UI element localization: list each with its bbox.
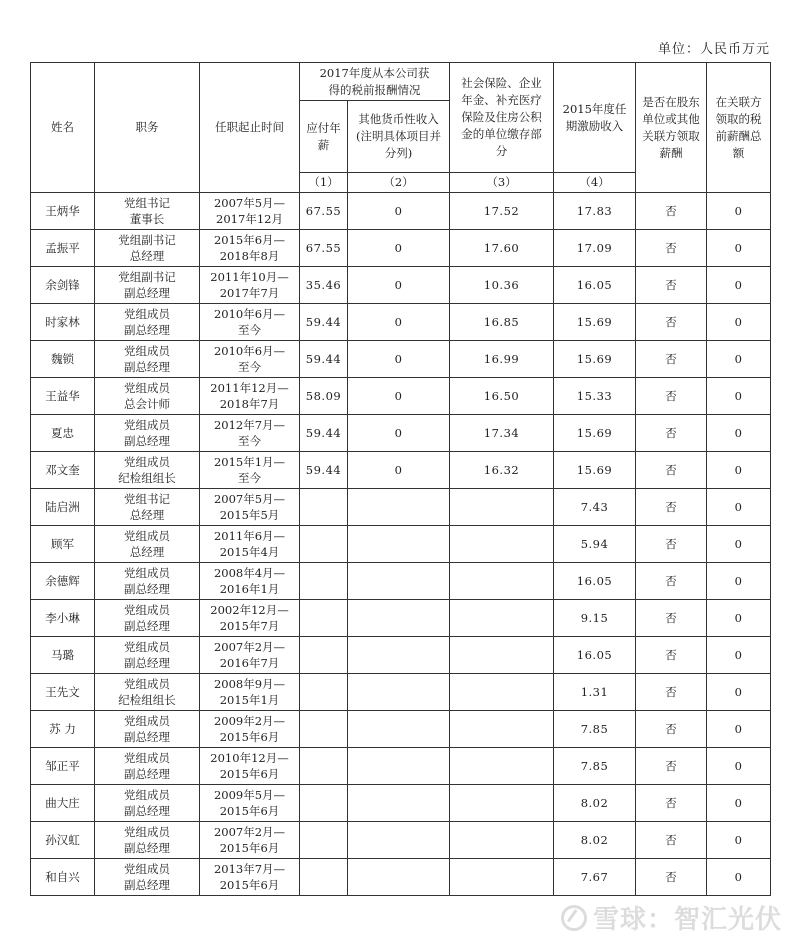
cell-term-line1: 2012年7月— bbox=[213, 418, 286, 432]
table-row bbox=[31, 415, 771, 452]
cell-term bbox=[200, 563, 300, 600]
cell-incentive: 17.83 bbox=[554, 193, 636, 230]
cell-other-cash: 0 bbox=[348, 341, 450, 378]
cell-related-total: 0 bbox=[707, 600, 771, 637]
cell-position bbox=[95, 674, 200, 711]
cell-position-line2: 总会计师 bbox=[124, 397, 170, 411]
table-row bbox=[31, 267, 771, 304]
cell-position-line1: 党组成员 bbox=[124, 529, 170, 543]
cell-term bbox=[200, 267, 300, 304]
cell-term bbox=[200, 785, 300, 822]
cell-related-total: 0 bbox=[707, 304, 771, 341]
cell-social-insurance bbox=[450, 600, 554, 637]
cell-other-cash bbox=[348, 489, 450, 526]
cell-paid-by-related: 否 bbox=[636, 452, 707, 489]
header-index-1: （1） bbox=[300, 173, 348, 193]
cell-position-line1: 党组书记 bbox=[124, 196, 170, 210]
cell-position bbox=[95, 230, 200, 267]
cell-position bbox=[95, 859, 200, 896]
cell-salary bbox=[300, 674, 348, 711]
cell-term-line1: 2008年9月— bbox=[213, 677, 286, 691]
cell-position-line2: 副总经理 bbox=[124, 619, 170, 633]
cell-other-cash bbox=[348, 526, 450, 563]
cell-term-line1: 2002年12月— bbox=[210, 603, 289, 617]
cell-position-line1: 党组成员 bbox=[124, 677, 170, 691]
header-incentive-2015: 2015年度任期激励收入 bbox=[554, 63, 636, 173]
cell-incentive: 15.69 bbox=[554, 304, 636, 341]
cell-paid-by-related: 否 bbox=[636, 267, 707, 304]
cell-salary bbox=[300, 748, 348, 785]
table-row bbox=[31, 600, 771, 637]
cell-related-total: 0 bbox=[707, 415, 771, 452]
cell-term-line2: 2018年7月 bbox=[219, 397, 280, 411]
cell-name: 李小琳 bbox=[31, 600, 95, 637]
table-row bbox=[31, 711, 771, 748]
cell-related-total: 0 bbox=[707, 267, 771, 304]
cell-position-line1: 党组成员 bbox=[124, 418, 170, 432]
cell-other-cash bbox=[348, 859, 450, 896]
cell-related-total: 0 bbox=[707, 785, 771, 822]
cell-related-total: 0 bbox=[707, 378, 771, 415]
cell-position-line2: 董事长 bbox=[129, 212, 165, 226]
cell-paid-by-related: 否 bbox=[636, 489, 707, 526]
cell-name: 孟振平 bbox=[31, 230, 95, 267]
cell-term-line2: 2015年5月 bbox=[219, 508, 280, 522]
cell-social-insurance bbox=[450, 526, 554, 563]
cell-position bbox=[95, 637, 200, 674]
cell-related-total: 0 bbox=[707, 748, 771, 785]
cell-position bbox=[95, 563, 200, 600]
cell-name: 和自兴 bbox=[31, 859, 95, 896]
cell-social-insurance bbox=[450, 859, 554, 896]
cell-paid-by-related: 否 bbox=[636, 341, 707, 378]
cell-position bbox=[95, 822, 200, 859]
cell-incentive: 16.05 bbox=[554, 267, 636, 304]
cell-term bbox=[200, 452, 300, 489]
header-index-4: （4） bbox=[554, 173, 636, 193]
cell-position bbox=[95, 600, 200, 637]
cell-salary bbox=[300, 822, 348, 859]
cell-incentive: 7.85 bbox=[554, 748, 636, 785]
cell-position bbox=[95, 785, 200, 822]
cell-social-insurance: 17.60 bbox=[450, 230, 554, 267]
cell-term-line2: 2015年6月 bbox=[219, 841, 280, 855]
xueqiu-logo-icon bbox=[561, 905, 587, 931]
cell-position-line2: 总经理 bbox=[129, 508, 165, 522]
cell-other-cash bbox=[348, 785, 450, 822]
cell-related-total: 0 bbox=[707, 489, 771, 526]
cell-salary: 59.44 bbox=[300, 415, 348, 452]
header-index-2: （2） bbox=[348, 173, 450, 193]
cell-position-line2: 总经理 bbox=[129, 545, 165, 559]
cell-position-line1: 党组成员 bbox=[124, 714, 170, 728]
cell-paid-by-related: 否 bbox=[636, 785, 707, 822]
cell-salary bbox=[300, 563, 348, 600]
cell-name: 余剑锋 bbox=[31, 267, 95, 304]
cell-related-total: 0 bbox=[707, 859, 771, 896]
cell-incentive: 9.15 bbox=[554, 600, 636, 637]
cell-position bbox=[95, 267, 200, 304]
table-row bbox=[31, 489, 771, 526]
cell-term-line2: 2017年12月 bbox=[216, 212, 283, 226]
header-social-insurance: 社会保险、企业年金、补充医疗保险及住房公积金的单位缴存部分 bbox=[450, 63, 554, 173]
cell-position-line2: 副总经理 bbox=[124, 878, 170, 892]
cell-incentive: 15.69 bbox=[554, 341, 636, 378]
cell-salary bbox=[300, 526, 348, 563]
cell-term bbox=[200, 304, 300, 341]
cell-salary: 67.55 bbox=[300, 230, 348, 267]
cell-social-insurance: 10.36 bbox=[450, 267, 554, 304]
cell-other-cash: 0 bbox=[348, 267, 450, 304]
cell-position-line2: 副总经理 bbox=[124, 360, 170, 374]
cell-term-line1: 2015年6月— bbox=[213, 233, 286, 247]
cell-other-cash bbox=[348, 637, 450, 674]
cell-position-line1: 党组副书记 bbox=[118, 233, 176, 247]
cell-term-line1: 2010年12月— bbox=[210, 751, 289, 765]
cell-term-line1: 2010年6月— bbox=[213, 344, 286, 358]
cell-term-line2: 至今 bbox=[238, 323, 261, 337]
cell-other-cash bbox=[348, 674, 450, 711]
cell-term-line2: 2016年7月 bbox=[219, 656, 280, 670]
cell-position bbox=[95, 452, 200, 489]
cell-related-total: 0 bbox=[707, 674, 771, 711]
cell-term-line1: 2007年2月— bbox=[213, 825, 286, 839]
cell-paid-by-related: 否 bbox=[636, 563, 707, 600]
table-row bbox=[31, 674, 771, 711]
cell-name: 王先文 bbox=[31, 674, 95, 711]
cell-salary: 59.44 bbox=[300, 341, 348, 378]
cell-name: 王益华 bbox=[31, 378, 95, 415]
cell-term-line2: 2017年7月 bbox=[219, 286, 280, 300]
cell-term-line1: 2009年5月— bbox=[213, 788, 286, 802]
cell-other-cash: 0 bbox=[348, 378, 450, 415]
cell-salary: 67.55 bbox=[300, 193, 348, 230]
cell-social-insurance bbox=[450, 637, 554, 674]
table-row bbox=[31, 822, 771, 859]
cell-other-cash: 0 bbox=[348, 415, 450, 452]
cell-paid-by-related: 否 bbox=[636, 304, 707, 341]
cell-other-cash bbox=[348, 711, 450, 748]
table-row bbox=[31, 193, 771, 230]
cell-other-cash: 0 bbox=[348, 452, 450, 489]
cell-term-line1: 2013年7月— bbox=[213, 862, 286, 876]
cell-other-cash bbox=[348, 563, 450, 600]
cell-term-line2: 2015年6月 bbox=[219, 878, 280, 892]
cell-position-line2: 纪检组组长 bbox=[118, 693, 176, 707]
cell-social-insurance bbox=[450, 711, 554, 748]
cell-salary bbox=[300, 859, 348, 896]
cell-name: 王炳华 bbox=[31, 193, 95, 230]
watermark-text: 雪球：智汇光伏 bbox=[592, 905, 782, 935]
cell-position bbox=[95, 748, 200, 785]
header-name: 姓名 bbox=[31, 63, 95, 193]
cell-paid-by-related: 否 bbox=[636, 711, 707, 748]
cell-position-line2: 副总经理 bbox=[124, 656, 170, 670]
cell-position bbox=[95, 711, 200, 748]
cell-incentive: 15.69 bbox=[554, 452, 636, 489]
cell-related-total: 0 bbox=[707, 452, 771, 489]
cell-term-line2: 2015年4月 bbox=[219, 545, 280, 559]
unit-label: 单位：人民币万元 bbox=[657, 42, 770, 57]
cell-paid-by-related: 否 bbox=[636, 415, 707, 452]
cell-paid-by-related: 否 bbox=[636, 193, 707, 230]
cell-term-line1: 2011年10月— bbox=[210, 270, 289, 284]
cell-term-line1: 2011年6月— bbox=[213, 529, 286, 543]
cell-position-line1: 党组成员 bbox=[124, 344, 170, 358]
cell-paid-by-related: 否 bbox=[636, 526, 707, 563]
cell-name: 余德辉 bbox=[31, 563, 95, 600]
cell-term bbox=[200, 748, 300, 785]
cell-position-line1: 党组成员 bbox=[124, 566, 170, 580]
cell-position-line1: 党组成员 bbox=[124, 640, 170, 654]
cell-position bbox=[95, 193, 200, 230]
cell-term bbox=[200, 230, 300, 267]
cell-incentive: 7.43 bbox=[554, 489, 636, 526]
cell-term-line1: 2015年1月— bbox=[213, 455, 286, 469]
header-payable-salary: 应付年薪 bbox=[300, 101, 348, 173]
cell-term-line1: 2007年5月— bbox=[213, 492, 286, 506]
cell-social-insurance: 16.50 bbox=[450, 378, 554, 415]
cell-incentive: 7.85 bbox=[554, 711, 636, 748]
cell-term bbox=[200, 637, 300, 674]
cell-social-insurance bbox=[450, 748, 554, 785]
cell-position-line1: 党组成员 bbox=[124, 603, 170, 617]
cell-incentive: 8.02 bbox=[554, 785, 636, 822]
cell-term-line2: 2015年7月 bbox=[219, 619, 280, 633]
cell-position-line1: 党组副书记 bbox=[118, 270, 176, 284]
cell-term-line1: 2011年12月— bbox=[210, 381, 289, 395]
cell-name: 孙汉虹 bbox=[31, 822, 95, 859]
cell-paid-by-related: 否 bbox=[636, 230, 707, 267]
cell-term bbox=[200, 489, 300, 526]
table-row bbox=[31, 748, 771, 785]
cell-name: 曲大庄 bbox=[31, 785, 95, 822]
cell-related-total: 0 bbox=[707, 637, 771, 674]
cell-name: 邓文奎 bbox=[31, 452, 95, 489]
cell-term-line2: 2015年6月 bbox=[219, 730, 280, 744]
cell-social-insurance: 16.85 bbox=[450, 304, 554, 341]
cell-other-cash: 0 bbox=[348, 304, 450, 341]
cell-incentive: 7.67 bbox=[554, 859, 636, 896]
cell-other-cash bbox=[348, 600, 450, 637]
cell-incentive: 15.33 bbox=[554, 378, 636, 415]
cell-salary: 59.44 bbox=[300, 452, 348, 489]
cell-term bbox=[200, 822, 300, 859]
cell-salary bbox=[300, 489, 348, 526]
cell-salary bbox=[300, 600, 348, 637]
cell-name: 顾军 bbox=[31, 526, 95, 563]
cell-salary bbox=[300, 785, 348, 822]
cell-salary: 58.09 bbox=[300, 378, 348, 415]
cell-position bbox=[95, 415, 200, 452]
cell-term-line1: 2007年5月— bbox=[213, 196, 286, 210]
cell-paid-by-related: 否 bbox=[636, 748, 707, 785]
cell-position-line2: 副总经理 bbox=[124, 323, 170, 337]
cell-social-insurance: 17.34 bbox=[450, 415, 554, 452]
cell-term bbox=[200, 600, 300, 637]
cell-position-line1: 党组成员 bbox=[124, 307, 170, 321]
header-other-cash: 其他货币性收入(注明具体项目并分列) bbox=[348, 101, 450, 173]
cell-position-line1: 党组成员 bbox=[124, 788, 170, 802]
cell-term-line1: 2007年2月— bbox=[213, 640, 286, 654]
cell-paid-by-related: 否 bbox=[636, 859, 707, 896]
table-row bbox=[31, 637, 771, 674]
cell-position bbox=[95, 526, 200, 563]
cell-incentive: 15.69 bbox=[554, 415, 636, 452]
table-row bbox=[31, 563, 771, 600]
cell-social-insurance: 17.52 bbox=[450, 193, 554, 230]
cell-position-line2: 副总经理 bbox=[124, 286, 170, 300]
cell-position-line2: 副总经理 bbox=[124, 582, 170, 596]
cell-position bbox=[95, 489, 200, 526]
cell-term-line2: 2016年1月 bbox=[219, 582, 280, 596]
cell-position-line1: 党组成员 bbox=[124, 381, 170, 395]
cell-social-insurance bbox=[450, 563, 554, 600]
cell-position-line2: 副总经理 bbox=[124, 804, 170, 818]
cell-incentive: 17.09 bbox=[554, 230, 636, 267]
cell-name: 魏锁 bbox=[31, 341, 95, 378]
cell-position bbox=[95, 378, 200, 415]
table-row bbox=[31, 452, 771, 489]
cell-social-insurance bbox=[450, 785, 554, 822]
cell-social-insurance bbox=[450, 674, 554, 711]
cell-paid-by-related: 否 bbox=[636, 378, 707, 415]
table-row bbox=[31, 859, 771, 896]
cell-position-line2: 副总经理 bbox=[124, 767, 170, 781]
cell-paid-by-related: 否 bbox=[636, 637, 707, 674]
cell-name: 马璐 bbox=[31, 637, 95, 674]
cell-salary bbox=[300, 637, 348, 674]
cell-related-total: 0 bbox=[707, 711, 771, 748]
cell-position-line1: 党组成员 bbox=[124, 455, 170, 469]
header-group-2017: 2017年度从本公司获得的税前报酬情况 bbox=[300, 63, 450, 101]
table-row bbox=[31, 526, 771, 563]
cell-position-line1: 党组成员 bbox=[124, 862, 170, 876]
cell-social-insurance bbox=[450, 822, 554, 859]
table-row bbox=[31, 230, 771, 267]
table-row bbox=[31, 785, 771, 822]
cell-salary: 35.46 bbox=[300, 267, 348, 304]
cell-term-line1: 2010年6月— bbox=[213, 307, 286, 321]
cell-incentive: 1.31 bbox=[554, 674, 636, 711]
cell-other-cash bbox=[348, 822, 450, 859]
header-paid-by-related: 是否在股东单位或其他关联方领取薪酬 bbox=[636, 63, 707, 193]
cell-term-line2: 2015年1月 bbox=[219, 693, 280, 707]
cell-name: 邹正平 bbox=[31, 748, 95, 785]
cell-salary: 59.44 bbox=[300, 304, 348, 341]
cell-name: 时家林 bbox=[31, 304, 95, 341]
table-row bbox=[31, 304, 771, 341]
cell-term bbox=[200, 341, 300, 378]
cell-paid-by-related: 否 bbox=[636, 674, 707, 711]
cell-related-total: 0 bbox=[707, 193, 771, 230]
cell-name: 陆启洲 bbox=[31, 489, 95, 526]
cell-term-line2: 2015年6月 bbox=[219, 767, 280, 781]
cell-position-line2: 副总经理 bbox=[124, 841, 170, 855]
cell-term-line2: 至今 bbox=[238, 360, 261, 374]
cell-related-total: 0 bbox=[707, 822, 771, 859]
table-row bbox=[31, 341, 771, 378]
header-position: 职务 bbox=[95, 63, 200, 193]
cell-position-line1: 党组成员 bbox=[124, 751, 170, 765]
cell-position-line2: 副总经理 bbox=[124, 730, 170, 744]
cell-other-cash bbox=[348, 748, 450, 785]
cell-term bbox=[200, 711, 300, 748]
cell-term-line1: 2008年4月— bbox=[213, 566, 286, 580]
cell-term bbox=[200, 415, 300, 452]
cell-position bbox=[95, 341, 200, 378]
cell-related-total: 0 bbox=[707, 563, 771, 600]
cell-related-total: 0 bbox=[707, 341, 771, 378]
cell-term bbox=[200, 378, 300, 415]
cell-incentive: 16.05 bbox=[554, 637, 636, 674]
cell-other-cash: 0 bbox=[348, 193, 450, 230]
cell-name: 苏 力 bbox=[31, 711, 95, 748]
cell-term bbox=[200, 193, 300, 230]
cell-position-line2: 纪检组组长 bbox=[118, 471, 176, 485]
cell-term bbox=[200, 859, 300, 896]
header-index-3: （3） bbox=[450, 173, 554, 193]
cell-position-line1: 党组成员 bbox=[124, 825, 170, 839]
cell-paid-by-related: 否 bbox=[636, 822, 707, 859]
cell-term bbox=[200, 526, 300, 563]
table-row bbox=[31, 378, 771, 415]
cell-term-line1: 2009年2月— bbox=[213, 714, 286, 728]
cell-related-total: 0 bbox=[707, 526, 771, 563]
cell-name: 夏忠 bbox=[31, 415, 95, 452]
cell-related-total: 0 bbox=[707, 230, 771, 267]
cell-position-line1: 党组书记 bbox=[124, 492, 170, 506]
cell-incentive: 8.02 bbox=[554, 822, 636, 859]
cell-other-cash: 0 bbox=[348, 230, 450, 267]
cell-position-line2: 总经理 bbox=[129, 249, 165, 263]
table-body bbox=[31, 193, 771, 896]
cell-term-line2: 2018年8月 bbox=[219, 249, 280, 263]
cell-term-line2: 至今 bbox=[238, 434, 261, 448]
cell-term-line2: 2015年6月 bbox=[219, 804, 280, 818]
cell-incentive: 16.05 bbox=[554, 563, 636, 600]
cell-paid-by-related: 否 bbox=[636, 600, 707, 637]
cell-incentive: 5.94 bbox=[554, 526, 636, 563]
watermark bbox=[561, 899, 782, 936]
header-term: 任职起止时间 bbox=[200, 63, 300, 193]
cell-social-insurance bbox=[450, 489, 554, 526]
cell-term-line2: 至今 bbox=[238, 471, 261, 485]
cell-position bbox=[95, 304, 200, 341]
cell-term bbox=[200, 674, 300, 711]
cell-social-insurance: 16.99 bbox=[450, 341, 554, 378]
cell-social-insurance: 16.32 bbox=[450, 452, 554, 489]
cell-position-line2: 副总经理 bbox=[124, 434, 170, 448]
header-related-total: 在关联方领取的税前薪酬总额 bbox=[707, 63, 771, 193]
cell-salary bbox=[300, 711, 348, 748]
compensation-table bbox=[30, 62, 771, 896]
